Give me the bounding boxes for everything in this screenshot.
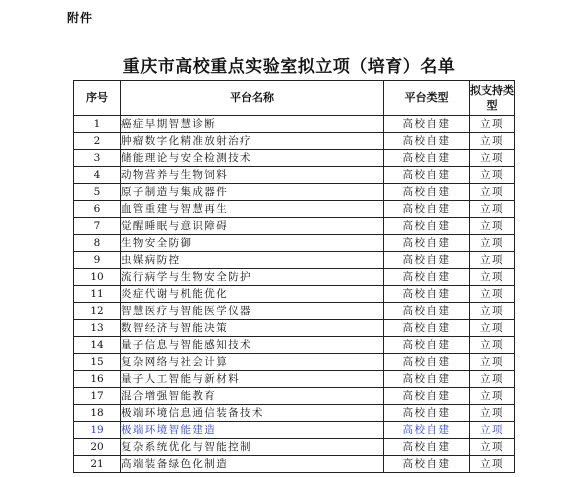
table-row: [74, 422, 515, 439]
table-row: [74, 184, 515, 201]
cell-type: 高校自建: [384, 116, 470, 133]
cell-name: 极端环境智能建造: [121, 422, 384, 439]
cell-type: 高校自建: [384, 422, 470, 439]
cell-seq: 8: [74, 235, 121, 252]
table-row: [74, 201, 515, 218]
cell-type: 高校自建: [384, 150, 470, 167]
cell-support: 立项: [470, 201, 515, 218]
cell-type: 高校自建: [384, 167, 470, 184]
cell-support: 立项: [470, 269, 515, 286]
cell-seq: 16: [74, 371, 121, 388]
attachment-label: 附件: [67, 11, 94, 25]
lab-list-table: [73, 80, 515, 473]
cell-support: 立项: [470, 116, 515, 133]
cell-support: 立项: [470, 252, 515, 269]
cell-name: 癌症早期智慧诊断: [121, 116, 384, 133]
cell-support: 立项: [470, 235, 515, 252]
cell-type: 高校自建: [384, 218, 470, 235]
cell-type: 高校自建: [384, 405, 470, 422]
cell-name: 数智经济与智能决策: [121, 320, 384, 337]
cell-seq: 1: [74, 116, 121, 133]
cell-type: 高校自建: [384, 286, 470, 303]
cell-seq: 7: [74, 218, 121, 235]
cell-seq: 5: [74, 184, 121, 201]
cell-type: 高校自建: [384, 133, 470, 150]
cell-seq: 17: [74, 388, 121, 405]
cell-support: 立项: [470, 167, 515, 184]
header-name: 平台名称: [121, 81, 384, 116]
cell-type: 高校自建: [384, 354, 470, 371]
cell-support: 立项: [470, 133, 515, 150]
table-row: [74, 269, 515, 286]
cell-support: 立项: [470, 439, 515, 456]
table-row: [74, 116, 515, 133]
header-seq: 序号: [74, 81, 121, 116]
cell-name: 炎症代谢与机能优化: [121, 286, 384, 303]
cell-name: 原子制造与集成器件: [121, 184, 384, 201]
cell-name: 储能理论与安全检测技术: [121, 150, 384, 167]
cell-support: 立项: [470, 286, 515, 303]
cell-name: 极端环境信息通信装备技术: [121, 405, 384, 422]
cell-support: 立项: [470, 405, 515, 422]
cell-support: 立项: [470, 150, 515, 167]
table-row: [74, 286, 515, 303]
table-row: [74, 252, 515, 269]
cell-type: 高校自建: [384, 388, 470, 405]
cell-seq: 18: [74, 405, 121, 422]
cell-type: 高校自建: [384, 371, 470, 388]
cell-name: 虫媒病防控: [121, 252, 384, 269]
cell-type: 高校自建: [384, 184, 470, 201]
table-row: [74, 218, 515, 235]
cell-type: 高校自建: [384, 337, 470, 354]
cell-seq: 9: [74, 252, 121, 269]
table-row: [74, 456, 515, 473]
cell-support: 立项: [470, 388, 515, 405]
cell-support: 立项: [470, 422, 515, 439]
cell-support: 立项: [470, 371, 515, 388]
cell-type: 高校自建: [384, 303, 470, 320]
cell-type: 高校自建: [384, 320, 470, 337]
cell-seq: 6: [74, 201, 121, 218]
cell-name: 量子信息与智能感知技术: [121, 337, 384, 354]
cell-seq: 21: [74, 456, 121, 473]
cell-seq: 3: [74, 150, 121, 167]
cell-type: 高校自建: [384, 252, 470, 269]
cell-support: 立项: [470, 337, 515, 354]
cell-name: 混合增强智能教育: [121, 388, 384, 405]
cell-seq: 20: [74, 439, 121, 456]
table-row: [74, 235, 515, 252]
cell-support: 立项: [470, 354, 515, 371]
table-row: [74, 371, 515, 388]
cell-name: 量子人工智能与新材料: [121, 371, 384, 388]
cell-support: 立项: [470, 218, 515, 235]
cell-type: 高校自建: [384, 439, 470, 456]
cell-type: 高校自建: [384, 201, 470, 218]
cell-seq: 15: [74, 354, 121, 371]
cell-name: 流行病学与生物安全防护: [121, 269, 384, 286]
cell-support: 立项: [470, 456, 515, 473]
table-row: [74, 320, 515, 337]
table-row: [74, 303, 515, 320]
cell-seq: 10: [74, 269, 121, 286]
cell-type: 高校自建: [384, 269, 470, 286]
cell-seq: 2: [74, 133, 121, 150]
cell-name: 生物安全防御: [121, 235, 384, 252]
table-row: [74, 150, 515, 167]
cell-name: 高端装备绿色化制造: [121, 456, 384, 473]
cell-name: 复杂网络与社会计算: [121, 354, 384, 371]
cell-name: 觉醒睡眠与意识障碍: [121, 218, 384, 235]
cell-name: 智慧医疗与智能医学仪器: [121, 303, 384, 320]
table-row: [74, 354, 515, 371]
cell-support: 立项: [470, 184, 515, 201]
cell-seq: 13: [74, 320, 121, 337]
table-row: [74, 405, 515, 422]
cell-type: 高校自建: [384, 235, 470, 252]
cell-name: 肿瘤数字化精准放射治疗: [121, 133, 384, 150]
table-header-row: [74, 81, 515, 116]
table-body: [74, 116, 515, 473]
cell-seq: 14: [74, 337, 121, 354]
cell-support: 立项: [470, 303, 515, 320]
header-type: 平台类型: [384, 81, 470, 116]
cell-seq: 12: [74, 303, 121, 320]
table-row: [74, 167, 515, 184]
cell-name: 动物营养与生物饲料: [121, 167, 384, 184]
table-row: [74, 337, 515, 354]
cell-seq: 19: [74, 422, 121, 439]
cell-support: 立项: [470, 320, 515, 337]
cell-name: 血管重建与智慧再生: [121, 201, 384, 218]
table-row: [74, 388, 515, 405]
header-support: 拟支持类型: [470, 81, 515, 116]
table-row: [74, 133, 515, 150]
cell-name: 复杂系统优化与智能控制: [121, 439, 384, 456]
table-row: [74, 439, 515, 456]
document-title: 重庆市高校重点实验室拟立项（培育）名单: [122, 57, 456, 77]
cell-seq: 4: [74, 167, 121, 184]
cell-seq: 11: [74, 286, 121, 303]
cell-type: 高校自建: [384, 456, 470, 473]
